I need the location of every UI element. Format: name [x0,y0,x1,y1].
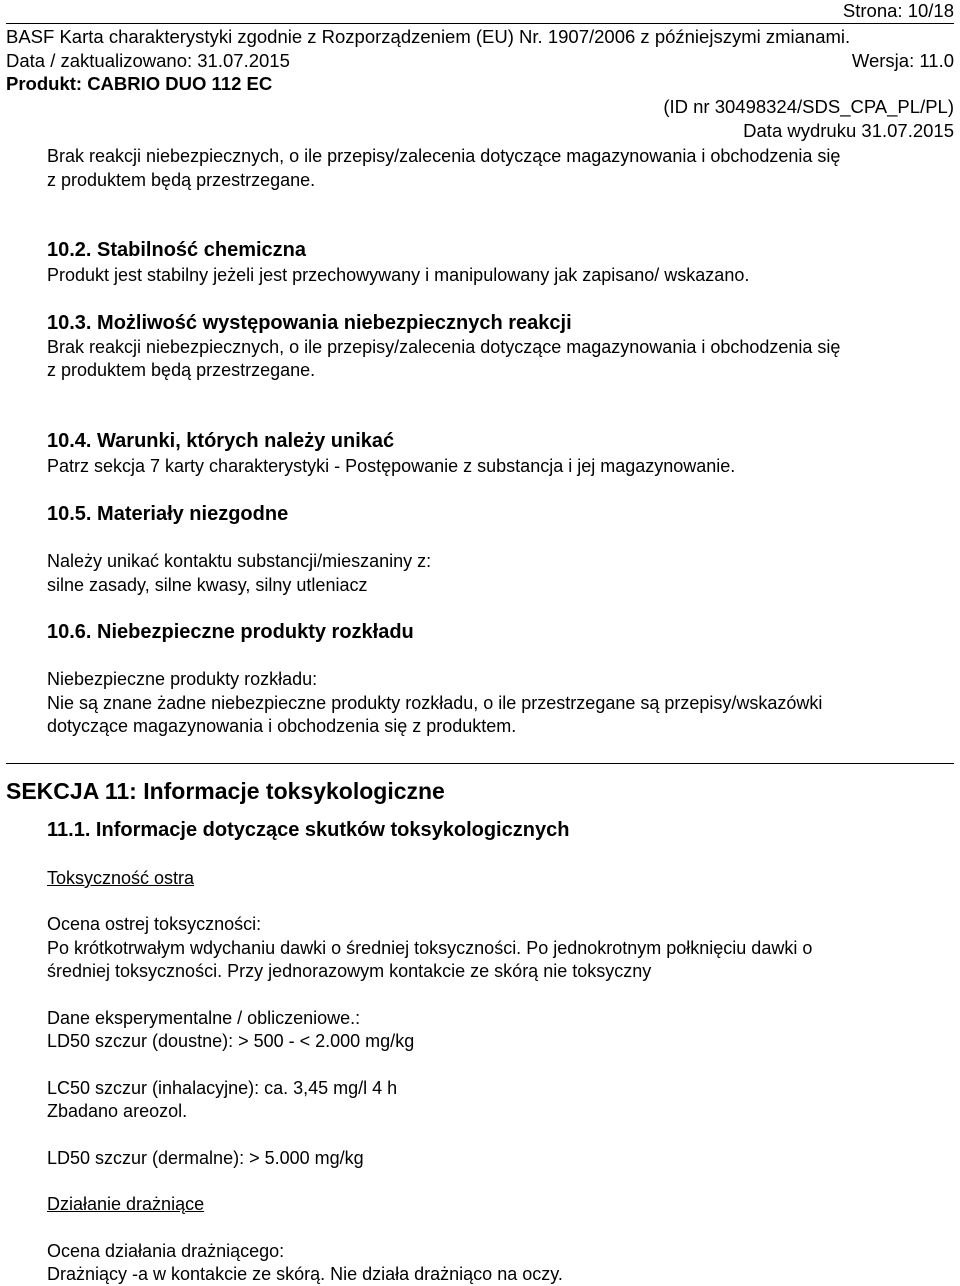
heading-10-4: 10.4. Warunki, których należy unikać [47,430,395,452]
irritation-label: Ocena działania drażniącego: [47,1241,285,1261]
text-10-2: Produkt jest stabilny jeżeli jest przechowywany i manipulowany jak zapisano/ wskazano. [47,265,750,285]
ld50-oral: LD50 szczur (doustne): > 500 - < 2.000 mg/kg [47,1031,415,1051]
id-number: (ID nr 30498324/SDS_CPA_PL/PL) [663,96,954,117]
text-10-6-line1: Nie są znane żadne niebezpieczne produkty rozkładu, o ile przestrzegane są przepisy/wskazówki [47,693,823,713]
heading-10-6: 10.6. Niebezpieczne produkty rozkładu [47,621,414,643]
heading-10-2: 10.2. Stabilność chemiczna [47,239,306,261]
page-number: Strona: 10/18 [842,0,954,21]
text-10-6-label: Niebezpieczne produkty rozkładu: [47,669,318,689]
text-10-3-line2: z produktem będą przestrzegane. [47,360,316,380]
update-date: Data / zaktualizowano: 31.07.2015 [6,50,290,71]
print-date: Data wydruku 31.07.2015 [743,120,954,141]
irritation-subheading: Działanie drażniące [47,1194,205,1214]
acute-toxicity-label: Ocena ostrej toksyczności: [47,914,262,934]
heading-10-3: 10.3. Możliwość występowania niebezpiecznych reakcji [47,312,572,334]
ld50-dermal: LD50 szczur (dermalne): > 5.000 mg/kg [47,1148,364,1168]
heading-10-5: 10.5. Materiały niezgodne [47,503,289,525]
experimental-data-label: Dane eksperymentalne / obliczeniowe.: [47,1008,361,1028]
intro-text-line2: z produktem będą przestrzegane. [47,170,316,190]
text-10-5-line1: Należy unikać kontaktu substancji/mieszaniny z: [47,551,432,571]
version: Wersja: 11.0 [851,50,954,71]
text-10-4: Patrz sekcja 7 karty charakterystyki - Postępowanie z substancja i jej magazynowanie. [47,456,736,476]
heading-11-1: 11.1. Informacje dotyczące skutków toksykologicznych [47,819,570,841]
intro-text-line1: Brak reakcji niebezpiecznych, o ile przepisy/zalecenia dotyczące magazynowania i obchodzenia się [47,146,841,166]
acute-toxicity-subheading: Toksyczność ostra [47,868,195,888]
text-10-5-line2: silne zasady, silne kwasy, silny utleniacz [47,575,368,595]
document-title: BASF Karta charakterystyki zgodnie z Rozporządzeniem (EU) Nr. 1907/2006 z późniejszymi zmianami. [6,26,851,47]
aerosol-note: Zbadano areozol. [47,1101,188,1121]
lc50-inhalation: LC50 szczur (inhalacyjne): ca. 3,45 mg/l 4 h [47,1078,398,1098]
section-11-title: SEKCJA 11: Informacje toksykologiczne [6,778,445,804]
section-11-divider [6,763,954,764]
acute-toxicity-line2: średniej toksyczności. Przy jednorazowym kontakcie ze skórą nie toksyczny [47,961,652,981]
text-10-6-line2: dotyczące magazynowania i obchodzenia się z produktem. [47,716,517,736]
header-divider [6,23,954,24]
text-10-3-line1: Brak reakcji niebezpiecznych, o ile przepisy/zalecenia dotyczące magazynowania i obchodzenia się [47,337,841,357]
irritation-text: Drażniący -a w kontakcie ze skórą. Nie działa drażniąco na oczy. [47,1264,563,1284]
product-name: Produkt: CABRIO DUO 112 EC [6,73,273,94]
acute-toxicity-line1: Po krótkotrwałym wdychaniu dawki o średniej toksyczności. Po jednokrotnym połknięciu dawki o [47,938,813,958]
